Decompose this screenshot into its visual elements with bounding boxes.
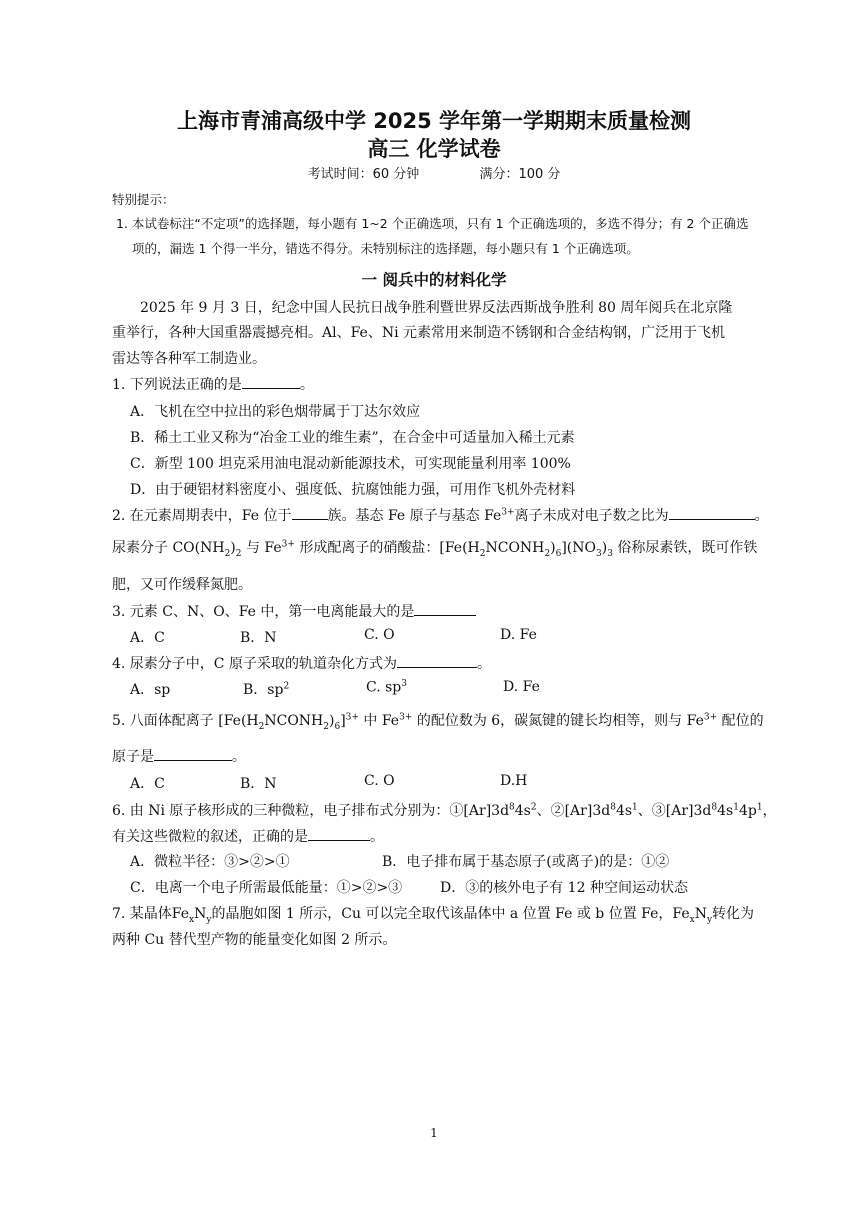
q6-option-a: A．微粒半径：③>②>①	[130, 854, 290, 870]
q2-text: 族。基态 Fe 原子与基态 Fe	[327, 508, 502, 524]
q2-end: 。	[754, 508, 769, 524]
q6-text: 6. 由 Ni 原子核形成的三种微粒，电子排布式分别为：①[Ar]3d	[112, 803, 510, 819]
notice-heading: 特别提示：	[112, 192, 175, 207]
q6-text: 有关这些微粒的叙述，正确的是	[112, 829, 308, 845]
q4-option-b	[243, 679, 289, 699]
q5-sup: 3+	[703, 712, 718, 723]
q5-option-d: D.H	[500, 773, 528, 789]
q4-option-d: D. Fe	[503, 679, 540, 695]
intro-line-3: 雷达等各种军工制造业。	[112, 351, 266, 367]
q5-text: 原子是	[112, 749, 154, 765]
q3-stem-text: 3. 元素 C、N、O、Fe 中，第一电离能最大的是	[112, 604, 415, 620]
q5-sub: 6	[334, 721, 341, 732]
section-title: 一 阅兵中的材料化学	[361, 270, 507, 289]
q5-end: 。	[232, 749, 246, 765]
q6-sup: 2	[530, 802, 537, 813]
q2-sub: 2	[235, 548, 242, 559]
notice-line-1: 1. 本试卷标注“不定项”的选择题，每小题有 1~2 个正确选项，只有 1 个正确选项的，多选不得分；有 2 个正确选	[116, 216, 749, 231]
q7-text: N	[194, 906, 207, 922]
q6-sup: 8	[610, 802, 616, 813]
q2-text: 2. 在元素周期表中，Fe 位于	[112, 508, 292, 524]
q6-sup: 1	[632, 802, 638, 813]
q7-text: N	[694, 906, 707, 922]
q3-stem	[112, 601, 476, 621]
q2-text: 形成配离子的硝酸盐：[Fe(H	[294, 540, 480, 556]
answer-blank	[292, 505, 328, 520]
q5-option-c: C. O	[364, 773, 395, 789]
q7-sub: x	[689, 914, 695, 925]
q4-option-c	[366, 679, 407, 696]
q3-option-c: C. O	[364, 627, 395, 643]
exam-subtitle: 高三 化学试卷	[367, 137, 501, 161]
q5-sub: 2	[323, 721, 329, 732]
q4-stem-text: 4. 尿素分子中，C 原子采取的轨道杂化方式为	[112, 656, 397, 672]
q6-sup: 1	[733, 802, 739, 813]
q6-option-b: B．电子排布属于基态原子(或离子)的是：①②	[382, 854, 670, 870]
q4-sup: 3	[401, 679, 407, 689]
q4-option-a: A．sp	[130, 682, 171, 698]
q5-text: 配位的	[717, 713, 764, 729]
q7-sub: y	[206, 914, 212, 925]
q2-line-2	[112, 537, 757, 559]
q7-text: 7. 某晶体Fe	[112, 906, 190, 922]
q2-text: NCONH	[485, 540, 545, 556]
q1-option-a: A．飞机在空中拉出的彩色烟带属于丁达尔效应	[130, 404, 421, 420]
q2-line-1	[112, 505, 769, 525]
q2-text: )	[230, 540, 236, 556]
answer-blank	[414, 601, 476, 616]
q2-text: 俗称尿素铁，既可作铁	[612, 540, 758, 556]
q7-text: 转化为	[712, 906, 755, 922]
q5-sup: 3+	[399, 712, 413, 723]
q4-option-b-text: B．sp	[243, 682, 284, 698]
q5-text: )	[329, 713, 335, 729]
intro-line-1: 2025 年 9 月 3 日，纪念中国人民抗日战争胜利暨世界反法西斯战争胜利 80 周年阅兵在北京隆	[140, 300, 733, 316]
q4-stem	[112, 653, 491, 673]
q2-text: )	[550, 540, 556, 556]
q2-sup: 3+	[501, 507, 515, 518]
answer-blank	[154, 746, 232, 761]
q5-text: 的配位数为 6，碳氮键的键长均相等，则与 Fe	[412, 713, 704, 729]
q5-text: ]	[340, 713, 346, 729]
q2-sub: 6	[555, 548, 562, 559]
q5-text: 5. 八面体配离子 [Fe(H	[112, 713, 259, 729]
q5-line-2	[112, 746, 246, 766]
q2-line-3: 肥，又可作缓释氮肥。	[112, 577, 252, 593]
q7-line-2: 两种 Cu 替代型产物的能量变化如图 2 所示。	[112, 932, 397, 948]
q4-option-c-text: C. sp	[366, 679, 402, 696]
q2-text: 离子未成对电子数之比为	[514, 508, 669, 524]
notice-line-2: 项的，漏选 1 个得一半分，错选不得分。未特别标注的选择题，每小题只有 1 个正确选项。	[132, 241, 639, 256]
q2-sub: 2	[479, 548, 486, 559]
exam-title: 上海市青浦高级中学 2025 学年第一学期期末质量检测	[176, 109, 692, 133]
exam-meta	[0, 163, 868, 182]
q1-stem-text: 1. 下列说法正确的是	[112, 377, 242, 393]
page-number: 1	[430, 1126, 438, 1140]
intro-line-2: 重举行，各种大国重器震撼亮相。Al、Fe、Ni 元素常用来制造不锈钢和合金结构钢，广泛用于飞机	[112, 325, 725, 341]
q1-option-d: D．由于硬铝材料密度小、强度低、抗腐蚀能力强，可用作飞机外壳材料	[130, 482, 576, 498]
answer-blank	[669, 505, 755, 520]
q6-line-1	[112, 800, 777, 820]
q2-sub: 3	[607, 548, 613, 559]
answer-blank	[242, 374, 300, 389]
q5-sup: 3+	[345, 712, 359, 723]
q6-text: 、③[Ar]3d	[637, 803, 712, 819]
answer-blank	[397, 653, 477, 668]
q5-option-b: B．N	[240, 776, 277, 792]
q6-text: 、②[Ar]3d	[536, 803, 611, 819]
q6-sup: 8	[509, 802, 515, 813]
q2-text: 尿素分子 CO(NH	[112, 540, 225, 556]
q6-option-d: D．③的核外电子有 12 种空间运动状态	[440, 880, 688, 896]
q2-text: ](NO	[561, 540, 596, 556]
q2-text: 与 Fe	[241, 540, 282, 556]
exam-time: 考试时间：60 分钟	[307, 167, 420, 182]
q4-sup: 2	[283, 681, 290, 692]
q1-option-c: C．新型 100 坦克采用油电混动新能源技术，可实现能量利用率 100%	[130, 456, 571, 472]
q2-sub: 2	[224, 548, 231, 559]
q6-text: 4s	[615, 803, 633, 819]
q7-text: 的晶胞如图 1 所示，Cu 可以完全取代该晶体中 a 位置 Fe 或 b 位置 Fe，Fe	[211, 906, 690, 922]
q6-text: 4s	[514, 803, 531, 819]
q3-option-a: A．C	[130, 630, 165, 646]
q6-text: 4p	[738, 803, 757, 819]
q5-line-1	[112, 710, 764, 732]
answer-blank	[308, 826, 370, 841]
q7-line-1	[112, 903, 754, 925]
exam-score: 满分：100 分	[479, 167, 561, 182]
q1-stem	[112, 374, 314, 394]
q6-option-c: C．电离一个电子所需最低能量：①>②>③	[130, 880, 403, 896]
q2-sub: 3	[595, 548, 602, 559]
q6-line-2	[112, 826, 384, 846]
q2-text: )	[601, 540, 608, 556]
q5-text: NCONH	[264, 713, 324, 729]
q1-end: 。	[299, 377, 314, 393]
q3-option-d: D. Fe	[500, 627, 537, 643]
q5-option-a: A．C	[130, 776, 165, 792]
q5-sub: 2	[258, 721, 265, 732]
q5-text: 中 Fe	[358, 713, 400, 729]
q6-end: 。	[370, 829, 384, 845]
q2-sub: 2	[544, 548, 551, 559]
q6-text: ，	[762, 803, 777, 819]
q6-sup: 1	[756, 802, 763, 813]
q2-sup: 3+	[281, 539, 295, 550]
q7-sub: x	[189, 914, 195, 925]
q6-text: 4s	[717, 803, 734, 819]
q6-sup: 8	[711, 802, 718, 813]
q4-end: 。	[476, 656, 491, 672]
q1-option-b: B．稀土工业又称为“冶金工业的维生素”，在合金中可适量加入稀土元素	[130, 430, 575, 446]
q3-option-b: B．N	[240, 630, 277, 646]
q7-sub: y	[706, 914, 713, 925]
